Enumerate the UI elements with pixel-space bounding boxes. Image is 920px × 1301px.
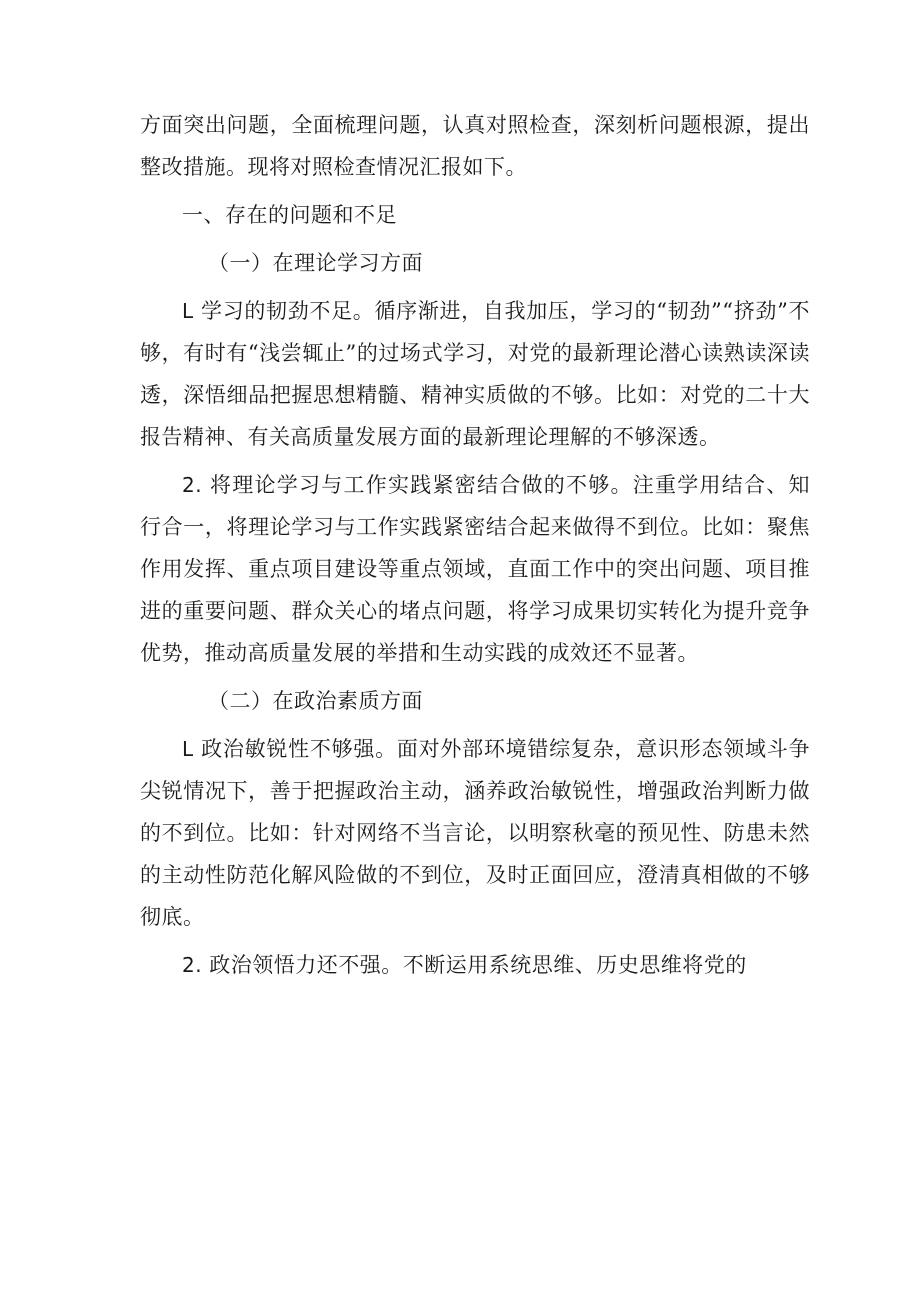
- subsection-heading-theory: [140, 242, 810, 284]
- politics-item-2: [140, 944, 810, 986]
- section-heading-problems-text: 一、存在的问题和不足: [182, 203, 397, 227]
- subsection-heading-politics: [140, 680, 810, 722]
- subsection-heading-politics-text: （二）在政治素质方面: [208, 689, 423, 713]
- politics-item-2-number: 2.: [182, 953, 203, 977]
- theory-item-1-number: L: [182, 299, 194, 323]
- theory-item-2-text: 将理论学习与工作实践紧密结合做的不够。注重学用结合、知行合一，将理论学习与工作实践紧密结合起来做得不到位。比如：聚焦作用发挥、重点项目建设等重点领域，直面工作中的突出问题、项目推进的重要问题、群众关心的堵点问题，将学习成果切实转化为提升竞争优势，推动高质量发展的举措和生动实践的成效还不显著。: [140, 473, 810, 665]
- theory-item-1-text: 学习的韧劲不足。循序渐进，自我加压，学习的“韧劲”“挤劲”不够，有时有“浅尝辄止”的过场式学习，对党的最新理论潜心读熟读深读透，深悟细品把握思想精髓、精神实质做的不够。比如：对党的二十大报告精神、有关高质量发展方面的最新理论理解的不够深透。: [140, 299, 810, 449]
- politics-item-1-text: 政治敏锐性不够强。面对外部环境错综复杂，意识形态领域斗争尖锐情况下，善于把握政治主动，涵养政治敏锐性，增强政治判断力做的不到位。比如：针对网络不当言论，以明察秋毫的预见性、防患未然的主动性防范化解风险做的不到位，及时正面回应，澄清真相做的不够彻底。: [140, 737, 810, 929]
- theory-item-2: [140, 464, 810, 674]
- section-heading-problems: [140, 194, 810, 236]
- theory-item-1: [140, 290, 810, 458]
- document-page: [140, 104, 810, 986]
- subsection-heading-theory-text: （一）在理论学习方面: [208, 251, 423, 275]
- politics-item-2-text: 政治领悟力还不强。不断运用系统思维、历史思维将党的: [209, 953, 747, 977]
- politics-item-1-number: L: [182, 737, 194, 761]
- intro-text: 方面突出问题，全面梳理问题，认真对照检查，深刻析问题根源，提出整改措施。现将对照检查情况汇报如下。: [140, 113, 810, 179]
- theory-item-2-number: 2.: [182, 473, 203, 497]
- intro-paragraph: [140, 104, 810, 188]
- politics-item-1: [140, 728, 810, 938]
